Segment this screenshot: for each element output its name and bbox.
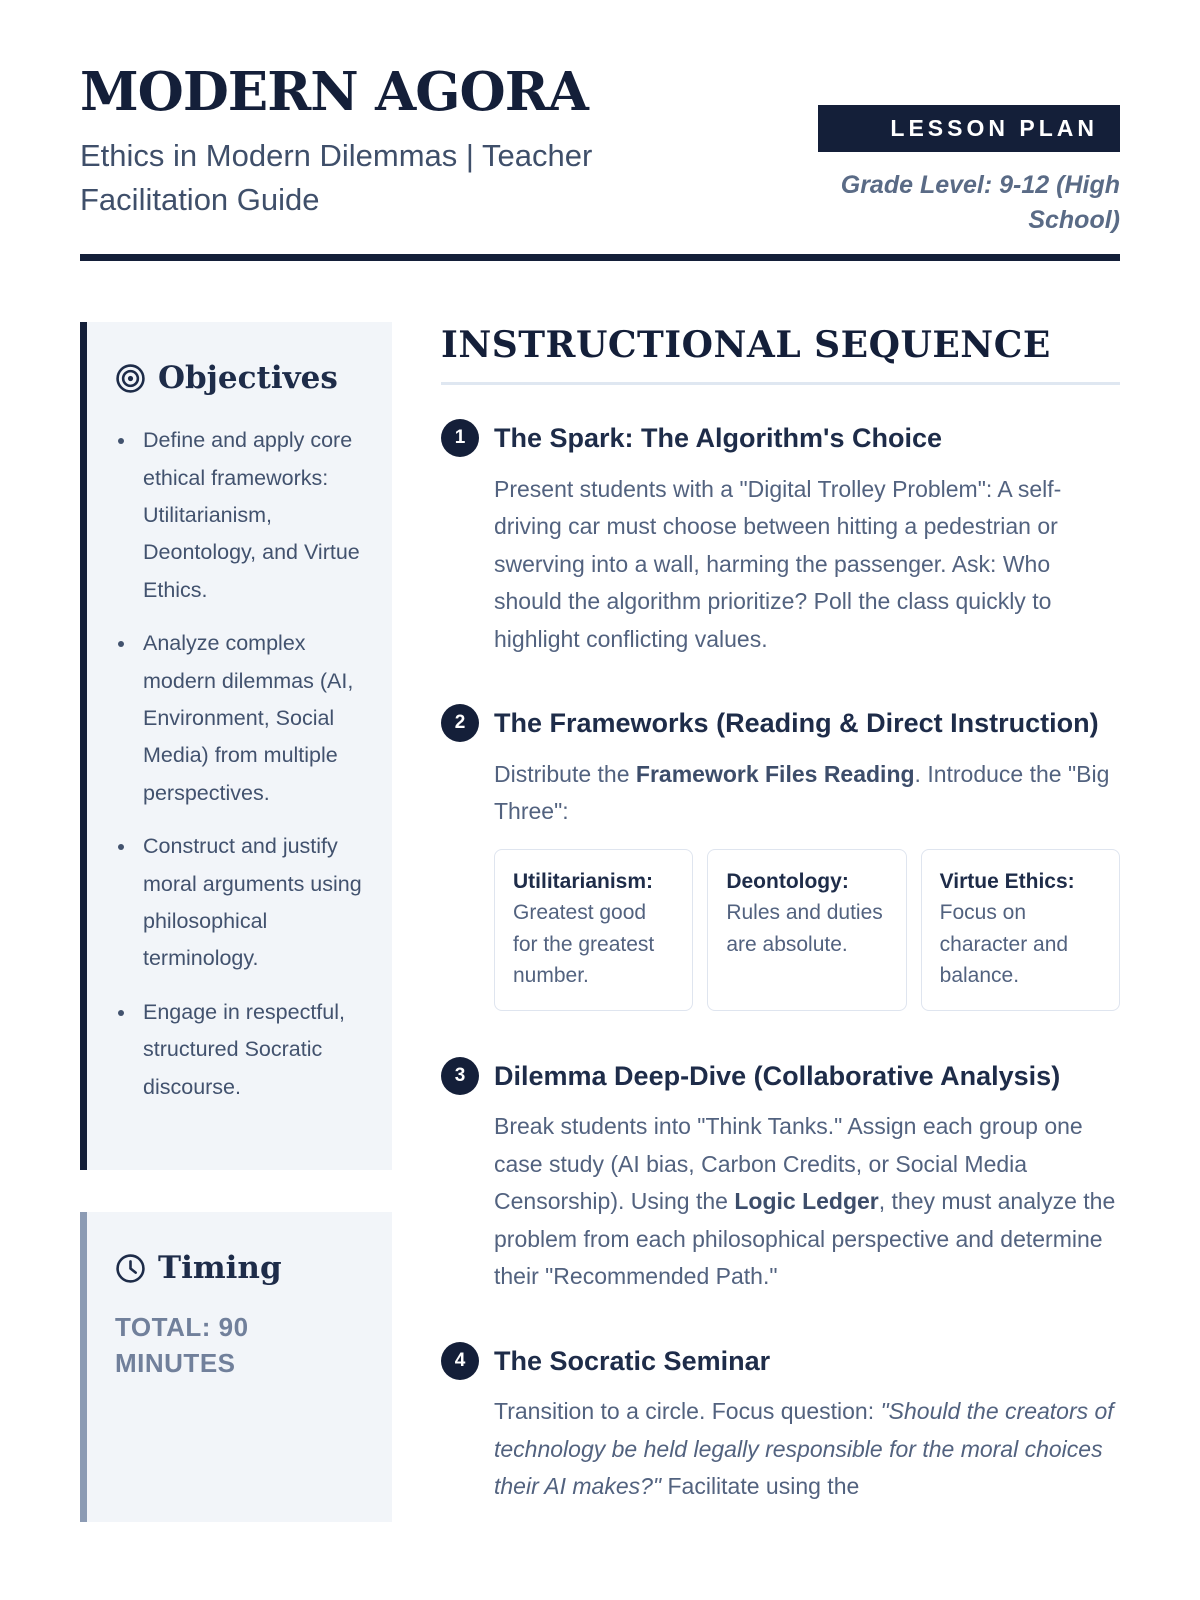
framework-card [707,849,906,1011]
timing-panel [80,1212,392,1522]
step-number-badge: 3 [441,1057,479,1095]
objective-item: • Define and apply core ethical frameworks: Utilitarianism, Deontology, and Virtue Ethics. [137,422,368,609]
step-description [494,1108,1120,1295]
text-segment: Distribute the [494,760,636,787]
brand-title: MODERN AGORA [80,61,588,123]
text-segment: Break students into "Think Tanks." Assign each group one case study (AI bias, Carbon Credits, or Social Media Censorship). Using the [494,1113,1083,1215]
instruction-step [441,1338,1120,1506]
sidebar [80,322,392,1522]
grade-level-text: Grade Level: 9-12 (High School) [840,171,1120,234]
step-number-badge: 2 [441,704,479,742]
framework-card-title: Deontology: [726,869,849,893]
framework-card [921,849,1120,1011]
objectives-title [115,360,368,396]
framework-card-title: Utilitarianism: [513,869,654,893]
timing-title-text: Timing [158,1250,282,1287]
step-description [494,756,1120,831]
framework-card-text: Rules and duties are absolute. [726,901,883,956]
instruction-step [441,415,1120,658]
framework-cards-row [494,849,1120,1011]
text-segment: Framework Files Reading [635,760,915,787]
step-content [494,415,1120,658]
step-content [494,1053,1120,1296]
main-column [441,322,1120,1505]
step-title: The Socratic Seminar [494,1345,771,1376]
steps-container [441,415,1120,1505]
target-icon [115,363,146,394]
objectives-panel [80,322,392,1170]
objectives-list [137,422,368,1106]
step-description [494,1393,1120,1505]
objective-item: • Analyze complex modern dilemmas (AI, Environment, Social Media) from multiple perspectives. [137,625,368,812]
objective-item: • Construct and justify moral arguments using philosophical terminology. [137,828,368,978]
text-segment: . Introduce the "Big Three": [494,760,1110,825]
objectives-title-text: Objectives [158,360,338,397]
framework-card-title: Virtue Ethics: [939,869,1075,893]
text-segment: Present students with a "Digital Trolley Problem": A self-driving car must choose between hitting a pedestrian or swerving into a wall, harming the passenger. Ask: Who should the algorithm prioritize? Poll the class quickly to highlight conflicting values. [494,475,1062,652]
page-subtitle: Ethics in Modern Dilemmas | Teacher Facilitation Guide [80,138,593,218]
step-title: The Spark: The Algorithm's Choice [494,423,942,454]
framework-card [494,849,693,1011]
framework-card-text: Focus on character and balance. [939,901,1069,988]
step-title: The Frameworks (Reading & Direct Instruction) [494,708,1099,739]
section-title: INSTRUCTIONAL SEQUENCE [441,322,1120,385]
content-columns [80,322,1120,1522]
step-content [494,700,1120,1010]
header-divider [80,254,1120,261]
clock-icon [115,1253,146,1284]
step-title: Dilemma Deep-Dive (Collaborative Analysis) [494,1060,1061,1091]
lesson-plan-badge: LESSON PLAN [818,105,1120,152]
text-segment: , they must analyze the problem from each philosophical perspective and determine their "Recommended Path." [494,1188,1116,1290]
page-header [80,0,1120,261]
framework-card-text: Greatest good for the greatest number. [513,901,655,988]
text-segment: Logic Ledger [734,1188,879,1215]
step-number-badge: 1 [441,419,479,457]
timing-title [115,1250,368,1286]
instruction-step [441,700,1120,1010]
step-description [494,471,1120,658]
timing-total: TOTAL: 90 MINUTES [115,1312,249,1378]
step-content [494,1338,1120,1506]
text-segment: "Should the creators of technology be held legally responsible for the moral choices their AI makes?" [494,1398,1114,1500]
step-number-badge: 4 [441,1342,479,1380]
header-meta [818,105,1120,238]
text-segment: Facilitate using the [661,1473,860,1500]
objective-item: • Engage in respectful, structured Socratic discourse. [137,994,368,1106]
instruction-step [441,1053,1120,1296]
text-segment: Transition to a circle. Focus question: [494,1398,881,1425]
